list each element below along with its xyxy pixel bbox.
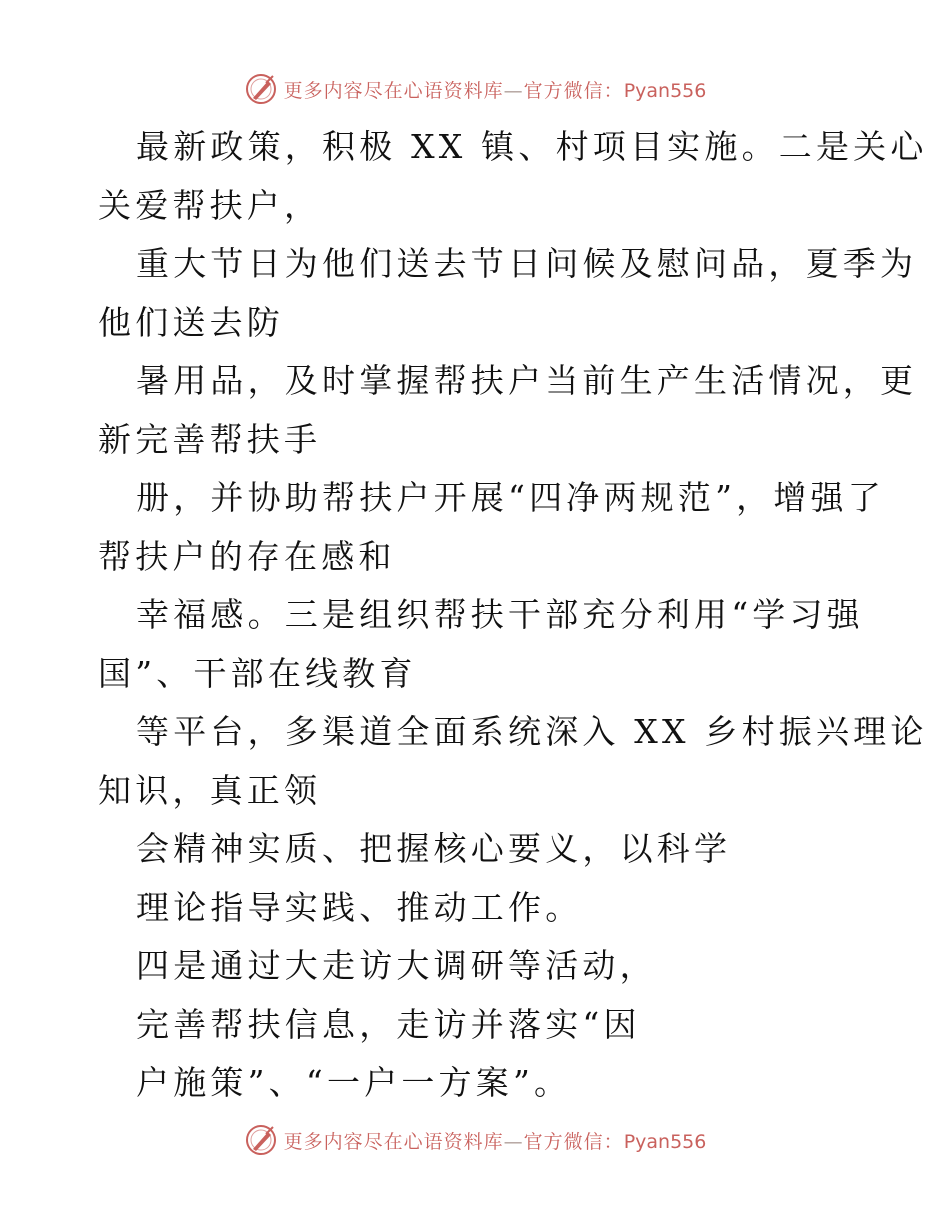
body-line: 重大节日为他们送去节日问候及慰问品，夏季为 (136, 244, 918, 283)
watermark-text (284, 76, 707, 103)
header-watermark (0, 72, 950, 106)
document-body (98, 118, 928, 1113)
body-line: 理论指导实践、推动工作。 (136, 887, 583, 927)
watermark-main: 更多内容尽在心语资料库 (283, 79, 504, 102)
body-line: 等平台，多渠道全面系统深入 XX 乡村振兴理论 (136, 712, 928, 751)
watermark-label: 官方微信： (523, 79, 624, 102)
body-line: 帮扶户的存在感和 (98, 536, 396, 576)
body-line: 国”、干部在线教育 (98, 653, 417, 693)
watermark-label: 官方微信： (523, 1130, 624, 1153)
quill-pen-seal-icon (244, 72, 278, 106)
watermark-handle: Pyan556 (623, 1130, 707, 1153)
body-line: 新完善帮扶手 (98, 419, 322, 459)
body-line: 知识，真正领 (98, 770, 322, 810)
body-line: 幸福感。三是组织帮扶干部充分利用“学习强 (136, 595, 864, 634)
body-line: 他们送去防 (98, 302, 284, 342)
watermark-text (284, 1127, 707, 1154)
quill-pen-seal-icon (244, 1123, 278, 1157)
body-line: 完善帮扶信息，走访并落实“因 (136, 1004, 641, 1044)
footer-watermark (0, 1123, 950, 1157)
body-line: 册，并协助帮扶户开展“四净两规范”，增强了 (136, 478, 885, 517)
watermark-dash: — (503, 1130, 524, 1153)
body-line: 暑用品，及时掌握帮扶户当前生产生活情况，更 (136, 361, 918, 400)
body-line: 四是通过大走访大调研等活动， (136, 946, 657, 985)
body-line: 最新政策，积极 XX 镇、村项目实施。二是关心 (136, 127, 928, 166)
watermark-main: 更多内容尽在心语资料库 (283, 1130, 504, 1153)
body-line: 会精神实质、把握核心要义，以科学 (136, 829, 732, 868)
body-line: 关爱帮扶户， (98, 185, 322, 225)
watermark-dash: — (503, 79, 524, 102)
watermark-handle: Pyan556 (623, 79, 707, 102)
body-line: 户施策”、“一户一方案”。 (136, 1063, 572, 1102)
